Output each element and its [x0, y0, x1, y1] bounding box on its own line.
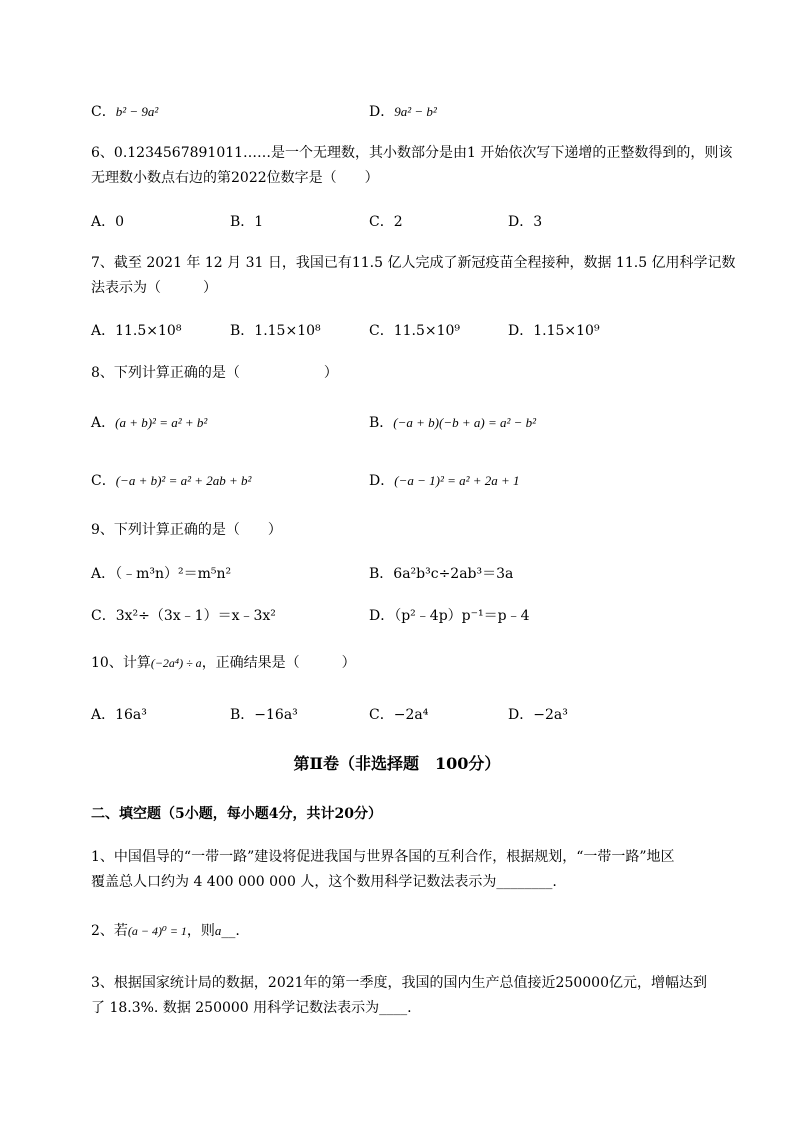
q6-option-a: A．0 — [91, 214, 125, 230]
q7-stem-line2: 法表示为（ ） — [91, 280, 217, 296]
q5-option-d: D．9a² − b² — [369, 104, 437, 120]
q9-option-d: D．（p²﹣4p）p⁻¹＝p﹣4 — [369, 608, 530, 624]
q8-option-a: A．(a + b)² = a² + b² — [91, 415, 208, 431]
q7-stem-line1: 7、截至 2021 年 12 月 31 日，我国已有11.5 亿人完成了新冠疫苗全程接种，数据 11.5 亿用科学记数 — [91, 255, 736, 271]
q9-option-b: B．6a²b³c÷2ab³＝3a — [369, 566, 514, 582]
q10-option-c: C．−2a⁴ — [369, 707, 429, 723]
q10-option-a: A．16a³ — [91, 707, 147, 723]
f2-stem: 2、若(a − 4)⁰ = 1，则a__. — [91, 923, 240, 939]
q8-stem: 8、下列计算正确的是（ ） — [91, 365, 338, 381]
q10-option-b: B．−16a³ — [230, 707, 298, 723]
q6-stem-line1: 6、0.1234567891011……是一个无理数，其小数部分是由1 开始依次写下递增的正整数得到的，则该 — [91, 145, 733, 161]
q7-option-a: A．11.5×10⁸ — [91, 323, 182, 339]
q6-option-b: B．1 — [230, 214, 264, 230]
f1-stem-line1: 1、中国倡导的“一带一路”建设将促进我国与世界各国的互利合作，根据规划，“一带一路”地区 — [91, 849, 675, 865]
f3-stem-line1: 3、根据国家统计局的数据，2021年的第一季度，我国的国内生产总值接近250000亿元，增幅达到 — [91, 975, 707, 991]
q8-option-c-expr: (−a + b)² = a² + 2ab + b² — [115, 473, 252, 488]
q5-option-c-expr: b² − 9a² — [115, 104, 159, 119]
q8-option-b: B．(−a + b)(−b + a) = a² − b² — [369, 415, 537, 431]
q8-option-c: C．(−a + b)² = a² + 2ab + b² — [91, 473, 252, 489]
q8-option-d-expr: (−a − 1)² = a² + 2a + 1 — [394, 473, 520, 488]
q8-option-b-expr: (−a + b)(−b + a) = a² − b² — [393, 415, 537, 430]
q10-option-d: D．−2a³ — [508, 707, 568, 723]
q5-option-d-expr: 9a² − b² — [394, 104, 437, 119]
q10-stem-expr: (−2a⁴) ÷ a — [150, 656, 202, 670]
q7-option-d: D．1.15×10⁹ — [508, 323, 600, 339]
q6-stem-line2: 无理数小数点右边的第2022位数字是（ ） — [91, 170, 379, 186]
q7-option-b: B．1.15×10⁸ — [230, 323, 321, 339]
q10-stem: 10、计算(−2a⁴) ÷ a，正确结果是（ ） — [91, 655, 356, 671]
f2-var: a — [214, 923, 222, 938]
f2-stem-expr: (a − 4)⁰ = 1 — [127, 924, 187, 938]
part2-title: 第Ⅱ卷（非选择题 100分） — [293, 754, 501, 773]
section-heading: 二、填空题（5小题，每小题4分，共计20分） — [91, 806, 382, 822]
q6-option-d: D．3 — [508, 214, 543, 230]
q5-option-c: C．b² − 9a² — [91, 104, 159, 120]
q9-option-a: A．（﹣m³n）²＝m⁵n² — [91, 566, 232, 582]
q9-option-c: C．3x²÷（3x﹣1）＝x﹣3x² — [91, 608, 276, 624]
q9-stem: 9、下列计算正确的是（ ） — [91, 522, 282, 538]
q8-option-d: D．(−a − 1)² = a² + 2a + 1 — [369, 473, 520, 489]
q6-option-c: C．2 — [369, 214, 403, 230]
f3-stem-line2: 了 18.3%. 数据 250000 用科学记数法表示为____. — [91, 1000, 412, 1016]
q8-option-a-expr: (a + b)² = a² + b² — [115, 415, 208, 430]
f1-stem-line2: 覆盖总人口约为 4 400 000 000 人，这个数用科学记数法表示为________. — [91, 874, 557, 890]
q7-option-c: C．11.5×10⁹ — [369, 323, 461, 339]
